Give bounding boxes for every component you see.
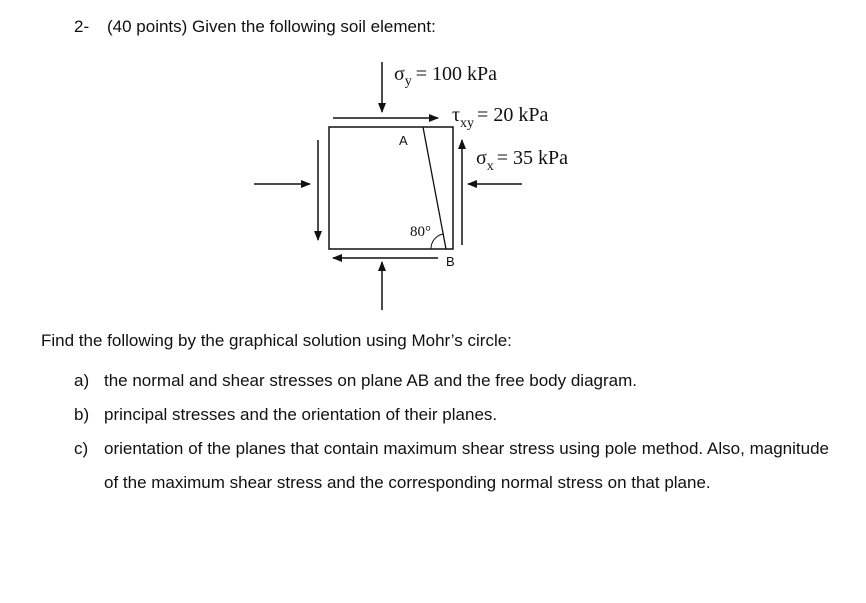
item-a-marker: a) [74,371,90,390]
item-b-text: principal stresses and the orientation of their planes. [104,405,498,424]
angle-arc [431,234,443,249]
item-a-text: the normal and shear stresses on plane AB and the free body diagram. [104,371,637,390]
angle-label: 80° [410,224,431,240]
item-c-text: orientation of the planes that contain maximum shear stress using pole method. Also, magnitude of the maximum shear stress and the corresponding normal stress on that plane. [104,439,829,492]
sigma-y-label: $\sigma_y = 100$ kPa [394,63,498,89]
sigma-x-label: $\sigma_x = 35$ kPa [476,147,569,174]
item-b-marker: b) [74,405,90,424]
item-a [74,364,829,398]
tau-xy-label: $\tau_{xy} = 20$ kPa [452,104,549,131]
question-number: 2- [74,17,90,36]
point-a-label: A [399,133,408,148]
item-c-marker: c) [74,439,89,458]
instructions-text: Find the following by the graphical solution using Mohr’s circle: [41,331,512,350]
question-title: (40 points) Given the following soil element: [107,17,436,36]
question-items [74,364,829,500]
point-b-label: B [446,254,455,269]
item-b [74,398,829,432]
item-c [74,432,829,500]
